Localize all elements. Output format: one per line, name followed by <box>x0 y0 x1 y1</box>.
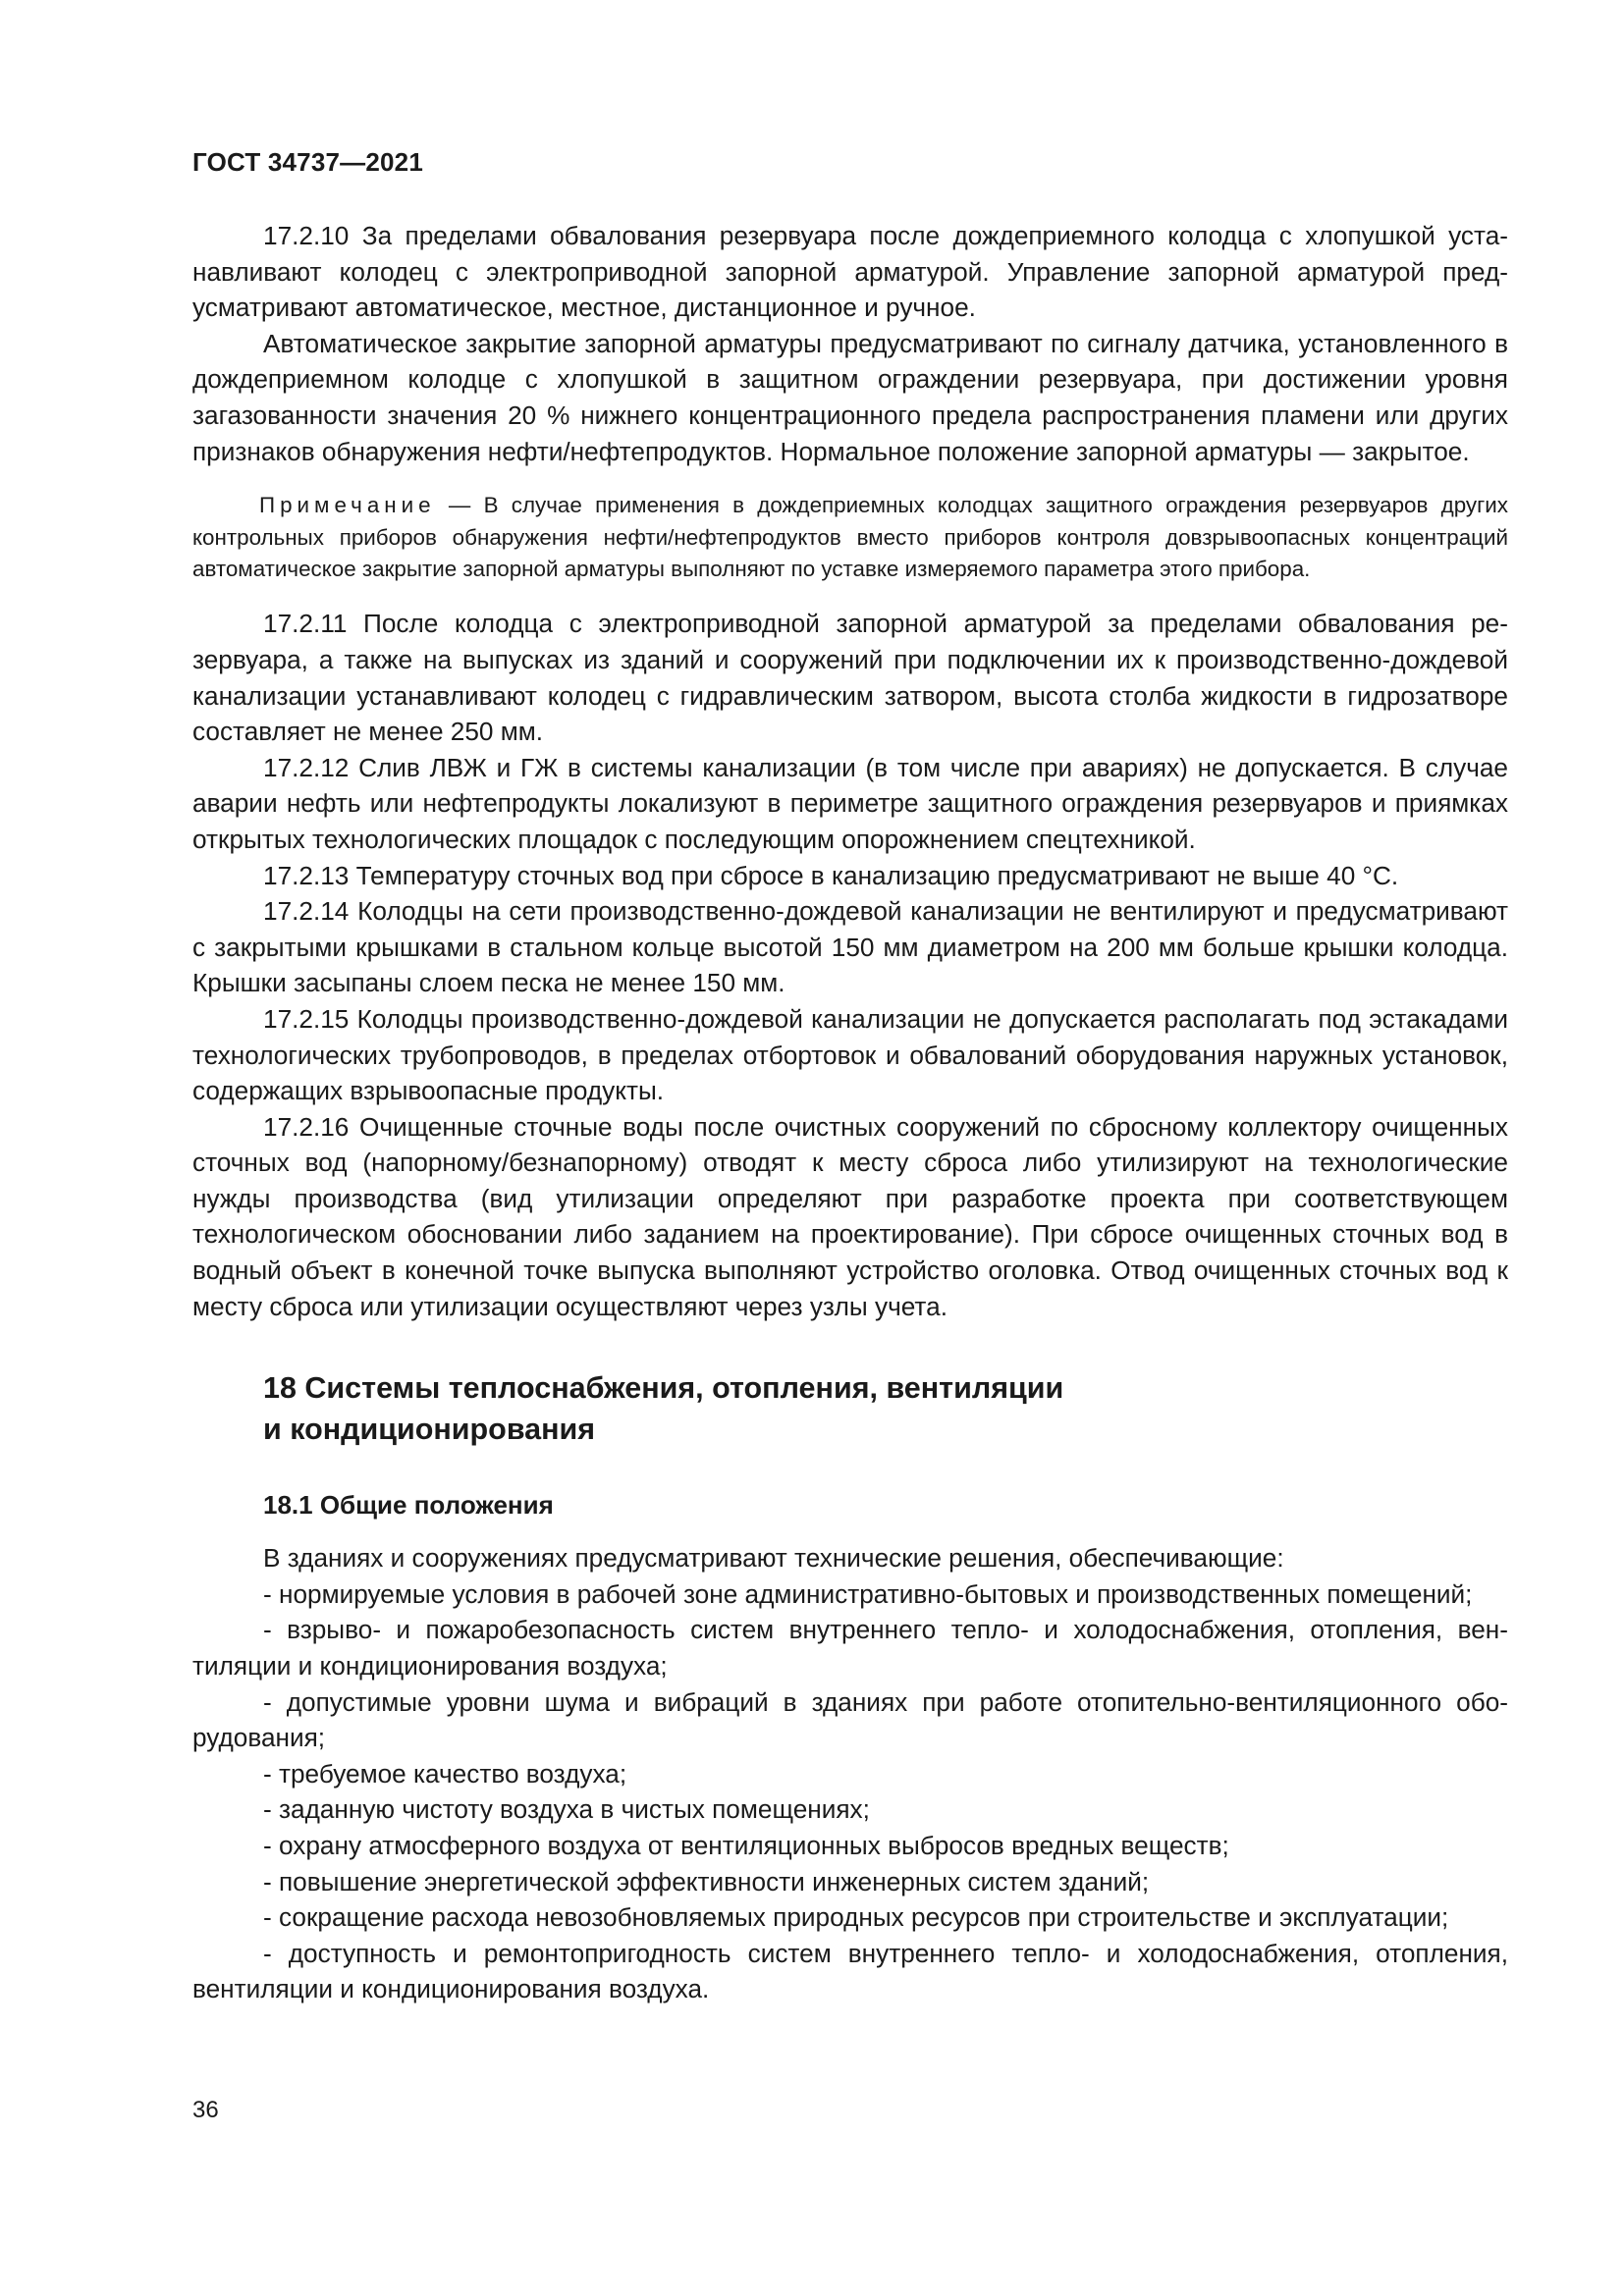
paragraph-17-2-10: 17.2.10 За пределами обвалования резервуара после дождеприемного колодца с хлопушкой устанавливают колодец с электроприводной запорной арматурой. Управление запорной арматурой предусматривают автоматическое, местное, дистанционное и ручное. <box>192 221 1508 323</box>
paragraph-17-2-13: 17.2.13 Температуру сточных вод при сбросе в канализацию предусматривают не выше 40 °С. <box>263 860 1399 890</box>
section-18-intro: В зданиях и сооружениях предусматривают технические решения, обеспечивающие: <box>263 1543 1284 1574</box>
list-item: - нормируемые условия в рабочей зоне административно-бытовых и производственных помещений; <box>263 1578 1473 1609</box>
list-item: - сокращение расхода невозобновляемых природных ресурсов при строительстве и эксплуатации; <box>263 1902 1449 1933</box>
note-block <box>192 490 1508 585</box>
list-item: - охрану атмосферного воздуха от вентиляционных выбросов вредных веществ; <box>263 1831 1229 1860</box>
paragraph-auto-closing: Автоматическое закрытие запорной арматуры предусматривают по сигналу датчика, установленного в дождеприемном колодце с хлопушкой в защитном ограждении резервуара, при достижении уровня загазованности значения 20 % нижнего концентрационного предела распространения пламени или других признаков обнаружения нефти/нефтепродуктов. Нормальное положение запорной арматуры — закрытое. <box>192 328 1508 466</box>
list-item: - заданную чистоту воздуха в чистых помещениях; <box>263 1794 870 1825</box>
page-number: 36 <box>192 2097 219 2123</box>
section-18-heading-line2: и кондиционирования <box>263 1413 596 1447</box>
note-text: — В случае применения в дождеприемных колодцах защитного ограждения резервуаров других контрольных приборов обнаружения нефти/нефтепродуктов вместо приборов контроля довзрывоопасных концентраций автоматическое закрытие запорной арматуры выполняют по уставке измеряемого параметра этого прибора. <box>192 493 1508 581</box>
paragraph-17-2-14: 17.2.14 Колодцы на сети производственно-дождевой канализации не вентилируют и предусматривают с закрытыми крышками в стальном кольце высотой 150 мм диаметром на 200 мм больше крышки колодца. Крышки засыпаны слоем песка не менее 150 мм. <box>192 896 1508 998</box>
list-item: - взрыво- и пожаробезопасность систем внутреннего тепло- и холодоснабжения, отопления, вентиляции и кондиционирования воздуха; <box>192 1615 1508 1682</box>
page-content <box>192 218 1508 2007</box>
list-item: - повышение энергетической эффективности инженерных систем зданий; <box>263 1866 1150 1896</box>
list-item: - требуемое качество воздуха; <box>263 1758 627 1789</box>
paragraph-17-2-16: 17.2.16 Очищенные сточные воды после очистных сооружений по сбросному коллектору очищенных сточных вод (напорному/безнапорному) отводят к месту сброса либо утилизируют на технологические нужды производства (вид утилизации определяют при разработке проекта при соответствующем технологическом обосновании либо заданием на проектирование). При сбросе очищенных сточных вод в водный объект в конечной точке выпуска выполняют устройство оголовка. Отвод очищенных сточных вод к месту сброса или утилизации осуществляют через узлы учета. <box>192 1111 1508 1321</box>
subsection-18-1-heading: 18.1 Общие положения <box>263 1490 554 1521</box>
paragraph-17-2-12: 17.2.12 Слив ЛВЖ и ГЖ в системы канализации (в том числе при авариях) не допускается. В случае аварии нефть или нефтепродукты локализуют в периметре защитного ограждения резервуаров и приямках открытых технологических площадок с последующим опорожнением спецтехникой. <box>192 752 1508 854</box>
section-18-heading <box>263 1367 1508 1450</box>
section-18-heading-line1: 18 Системы теплоснабжения, отопления, вентиляции <box>263 1371 1064 1406</box>
paragraph-17-2-15: 17.2.15 Колодцы производственно-дождевой канализации не допускается располагать под эстакадами технологических трубопроводов, в пределах отбортовок и обвалований оборудования наружных установок, содержащих взрывоопасные продукты. <box>192 1003 1508 1106</box>
note-label: Примечание <box>259 493 436 518</box>
document-code-header: ГОСТ 34737—2021 <box>192 147 423 177</box>
paragraph-17-2-11: 17.2.11 После колодца с электроприводной запорной арматурой за пределами обвалования резервуара, а также на выпусках из зданий и сооружений при подключении их к производственно-дождевой канализации устанавливают колодец с гидравлическим затвором, высота столба жидкости в гидрозатворе составляет не менее 250 мм. <box>192 609 1508 747</box>
list-item: - допустимые уровни шума и вибраций в зданиях при работе отопительно-вентиляционного оборудования; <box>192 1686 1508 1753</box>
list-item: - доступность и ремонтопригодность систем внутреннего тепло- и холодоснабжения, отопления, вентиляции и кондиционирования воздуха. <box>192 1938 1508 2004</box>
